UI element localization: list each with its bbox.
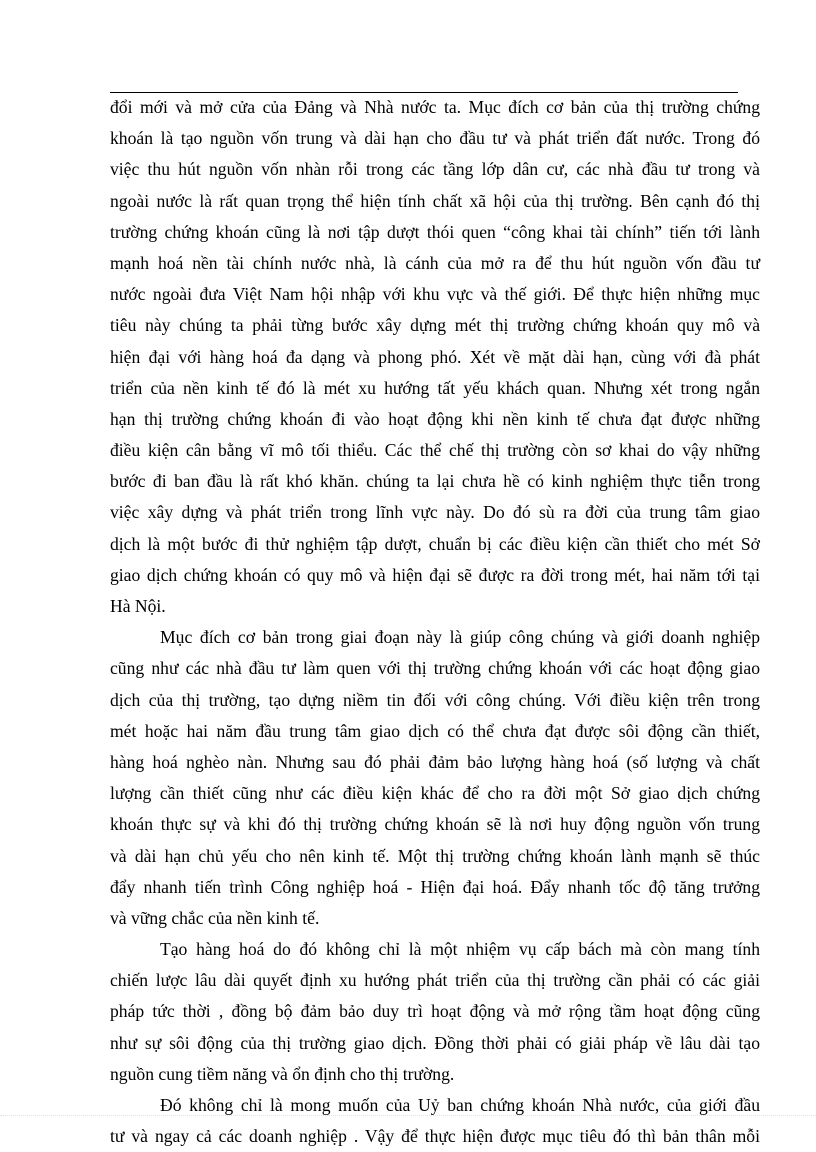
text-line: tư và ngay cả các doanh nghiệp . Vậy để thực hiện được mục tiêu đó thì bản thân mỗi (110, 1126, 760, 1147)
paragraph-1 (110, 92, 760, 622)
document-body (110, 92, 760, 1152)
text-line: trường chứng khoán cũng là nơi tập dượt thói quen “công khai tài chính” tiến tới lành (110, 221, 760, 242)
text-line: hàng hoá nghèo nàn. Nhưng sau đó phải đảm bảo lượng hàng hoá (số lượng và chất (110, 751, 760, 772)
text-line: Đó không chỉ là mong muốn của Uỷ ban chứng khoán Nhà nước, của giới đầu (160, 1095, 760, 1115)
paragraph-2 (110, 622, 760, 934)
text-line: việc thu hút nguồn vốn nhàn rỗi trong các tầng lớp dân cư, các nhà đầu tư trong và (110, 159, 760, 180)
text-line: việc xây dựng và phát triển trong lĩnh vực này. Do đó sù ra đời của trung tâm giao (110, 502, 760, 523)
text-line: bước đi ban đầu là rất khó khăn. chúng ta lại chưa hề có kinh nghiệm thực tiễn trong (110, 471, 760, 492)
text-line: mạnh hoá nền tài chính nước nhà, là cánh của mở ra để thu hút nguồn vốn đầu tư (110, 252, 760, 273)
text-line: Mục đích cơ bản trong giai đoạn này là giúp công chúng và giới doanh nghiệp (160, 627, 760, 648)
text-line: hiện đại với hàng hoá đa dạng và phong phó. Xét về mặt dài hạn, cùng với đà phát (110, 346, 760, 367)
text-line: triển của nền kinh tế đó là mét xu hướng tất yếu khách quan. Nhưng xét trong ngắn (110, 377, 760, 398)
text-line: mét hoặc hai năm đầu trung tâm giao dịch có thể chưa đạt được sôi động cần thiết, (110, 720, 760, 741)
text-line: điều kiện cân bằng vĩ mô tối thiểu. Các thể chế thị trường còn sơ khai do vậy những (110, 440, 760, 461)
text-line: ngoài nước là rất quan trọng thể hiện tính chất xã hội của thị trường. Bên cạnh đó thị (110, 190, 760, 211)
text-line: pháp tức thời , đồng bộ đảm bảo duy trì hoạt động và mở rộng tầm hoạt động cũng (110, 1001, 760, 1022)
paragraph-4 (110, 1090, 760, 1152)
text-line: giao dịch chứng khoán có quy mô và hiện đại sẽ được ra đời trong mét, hai năm tới tại (110, 564, 760, 585)
text-line: đẩy nhanh tiến trình Công nghiệp hoá - Hiện đại hoá. Đẩy nhanh tốc độ tăng trưởng (110, 876, 760, 897)
text-line: khoán thực sự và khi đó thị trường chứng khoán sẽ là nơi huy động nguồn vốn trung (110, 814, 760, 835)
text-line: hạn thị trường chứng khoán đi vào hoạt động khi nền kinh tế chưa đạt được những (110, 408, 760, 429)
paragraph-3 (110, 934, 760, 1090)
text-line: lượng cần thiết cũng như các điều kiện khác để cho ra đời một Sở giao dịch chứng (110, 783, 760, 804)
text-line: Tạo hàng hoá do đó không chỉ là một nhiệm vụ cấp bách mà còn mang tính (160, 939, 760, 960)
page-bottom-border (0, 1115, 816, 1116)
text-line: đổi mới và mở cửa của Đảng và Nhà nước ta. Mục đích cơ bản của thị trường chứng (110, 97, 760, 117)
text-line: và vững chắc của nền kinh tế. (110, 907, 320, 928)
text-line: chiến lược lâu dài quyết định xu hướng phát triển của thị trường cần phải có các giải (110, 970, 760, 991)
text-line: nguồn cung tiềm năng và ổn định cho thị trường. (110, 1063, 455, 1084)
text-line: cũng như các nhà đầu tư làm quen với thị trường chứng khoán với các hoạt động giao (110, 658, 760, 679)
text-line: và dài hạn chủ yếu cho nên kinh tế. Một thị trường chứng khoán lành mạnh sẽ thúc (110, 845, 760, 866)
text-line: tiêu này chúng ta phải từng bước xây dựng mét thị trường chứng khoán quy mô và (110, 315, 760, 336)
text-line: dịch là một bước đi thử nghiệm tập dượt, chuẩn bị các điều kiện cần thiết cho mét Sở (110, 533, 760, 554)
text-line: Hà Nội. (110, 596, 166, 616)
text-line: khoán là tạo nguồn vốn trung và dài hạn cho đầu tư và phát triển đất nước. Trong đó (110, 128, 760, 149)
text-line: như sự sôi động của thị trường giao dịch. Đồng thời phải có giải pháp về lâu dài tạo (110, 1032, 760, 1053)
text-line: dịch của thị trường, tạo dựng niềm tin đối với công chúng. Với điều kiện trên trong (110, 689, 760, 710)
text-line: nước ngoài đưa Việt Nam hội nhập với khu vực và thế giới. Để thực hiện những mục (110, 284, 760, 305)
